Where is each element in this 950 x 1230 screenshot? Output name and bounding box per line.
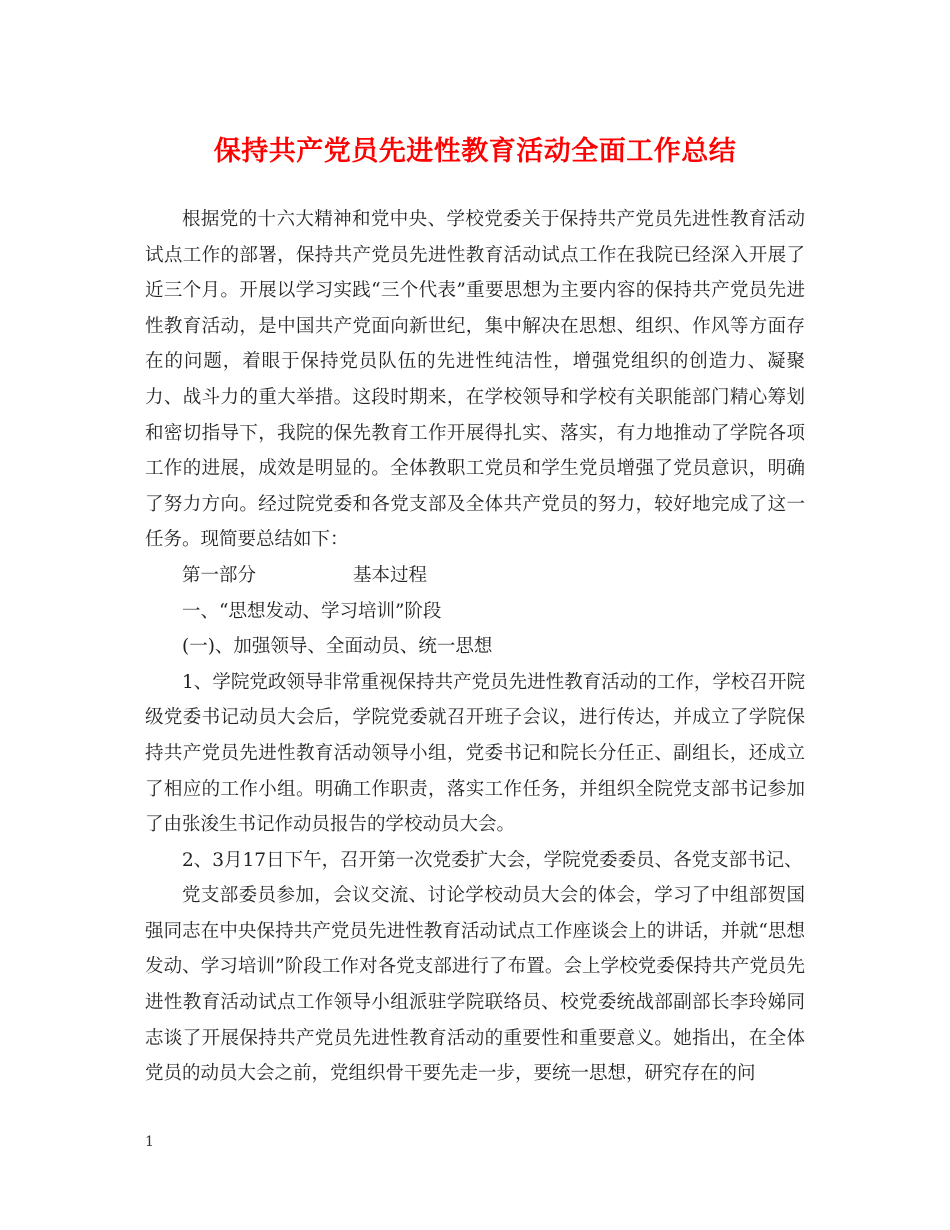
part-name: 基本过程 xyxy=(353,564,428,586)
continuation-paragraph: 党支部委员参加，会议交流、讨论学校动员大会的体会，学习了中组部贺国强同志在中央保持共产党员先进性教育活动试点工作座谈会上的讲话，并就“思想发动、学习培训”阶段工作对各党支部进行了布置。会上学校党委保持共产党员先进性教育活动试点工作领导小组派驻学院联络员、校党委统战部副部长李玲娣同志谈了开展保持共产党员先进性教育活动的重要性和重要意义。她指出，在全体党员的动员大会之前，党组织骨干要先走一步，要统一思想，研究存在的问 xyxy=(145,885,805,1085)
document-body xyxy=(145,202,805,1092)
document-title: 保持共产党员先进性教育活动全面工作总结 xyxy=(213,136,737,167)
stage-heading: 一、“思想发动、学习培训”阶段 xyxy=(182,600,442,622)
intro-paragraph: 根据党的十六大精神和党中央、学校党委关于保持共产党员先进性教育活动试点工作的部署，保持共产党员先进性教育活动试点工作在我院已经深入开展了近三个月。开展以学习实践“三个代表”重要思想为主要内容的保持共产党员先进性教育活动，是中国共产党面向新世纪，集中解决在思想、组织、作风等方面存在的问题，着眼于保持党员队伍的先进性纯洁性，增强党组织的创造力、凝聚力、战斗力的重大举措。这段时期来，在学校领导和学校有关职能部门精心筹划和密切指导下，我院的保先教育工作开展得扎实、落实，有力地推动了学院各项工作的进展，成效是明显的。全体教职工党员和学生党员增强了党员意识，明确了努力方向。经过院党委和各党支部及全体共产党员的努力，较好地完成了这一任务。现简要总结如下： xyxy=(145,209,805,551)
subsection-heading: (一)、加强领导、全面动员、统一思想 xyxy=(182,636,493,658)
part-number: 第一部分 xyxy=(182,564,257,586)
part-heading xyxy=(145,558,805,594)
item-paragraph-1: 1、学院党政领导非常重视保持共产党员先进性教育活动的工作，学校召开院级党委书记动员大会后，学院党委就召开班子会议，进行传达，并成立了学院保持共产党员先进性教育活动领导小组，党委书记和院长分任正、副组长，还成立了相应的工作小组。明确工作职责，落实工作任务，并组织全院党支部书记参加了由张浚生书记作动员报告的学校动员大会。 xyxy=(145,671,805,836)
page-number: 1 xyxy=(145,1134,154,1150)
item-paragraph-2: 2、3月17日下午，召开第一次党委扩大会，学院党委委员、各党支部书记、 xyxy=(182,849,803,871)
